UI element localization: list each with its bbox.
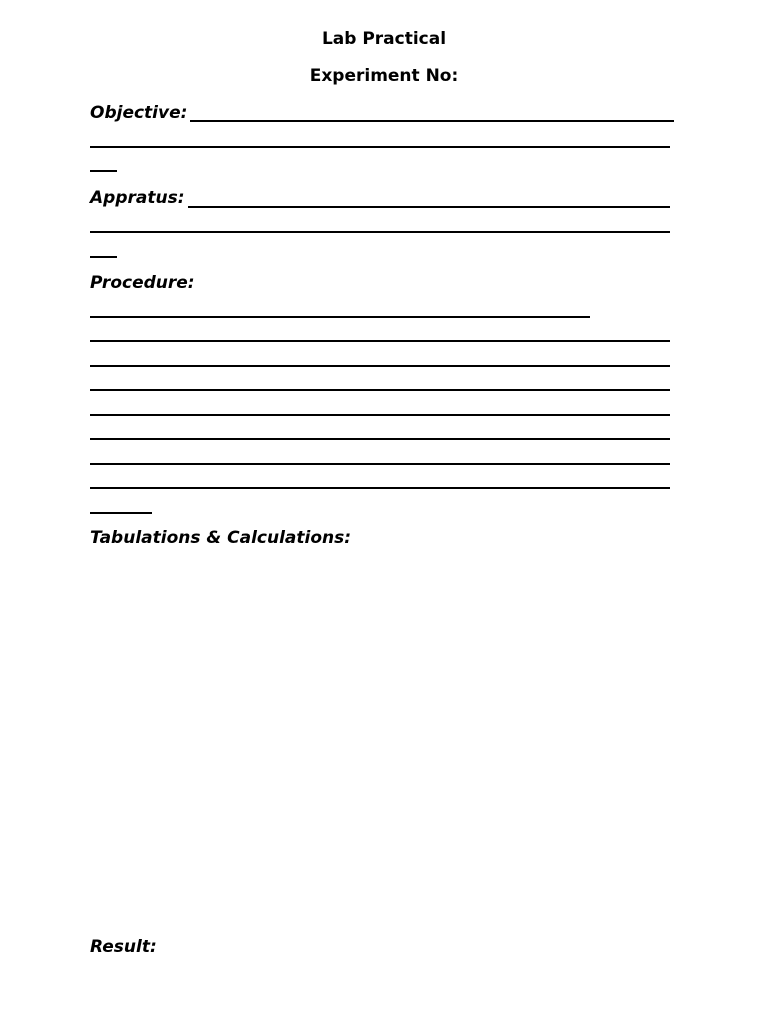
tabulations-calculations-label: Tabulations & Calculations:: [90, 528, 352, 548]
objective-fill-line: [90, 170, 117, 172]
apparatus-label: Appratus:: [90, 188, 185, 208]
procedure-fill-line: [90, 463, 670, 465]
procedure-fill-line: [90, 340, 670, 342]
procedure-fill-line: [90, 389, 670, 391]
procedure-fill-line: [90, 414, 670, 416]
procedure-label: Procedure:: [90, 273, 195, 293]
objective-label: Objective:: [90, 103, 188, 123]
result-label: Result:: [90, 937, 157, 957]
procedure-fill-line: [90, 512, 152, 514]
procedure-fill-line: [90, 487, 670, 489]
objective-fill-line: [90, 146, 670, 148]
apparatus-fill-line: [188, 206, 670, 208]
apparatus-fill-line: [90, 231, 670, 233]
apparatus-fill-line: [90, 256, 117, 258]
procedure-fill-line: [90, 438, 670, 440]
objective-fill-line: [190, 120, 674, 122]
procedure-fill-line: [90, 365, 670, 367]
procedure-fill-line: [90, 316, 590, 318]
page-title: Lab Practical: [321, 29, 447, 49]
experiment-number-heading: Experiment No:: [309, 66, 459, 86]
